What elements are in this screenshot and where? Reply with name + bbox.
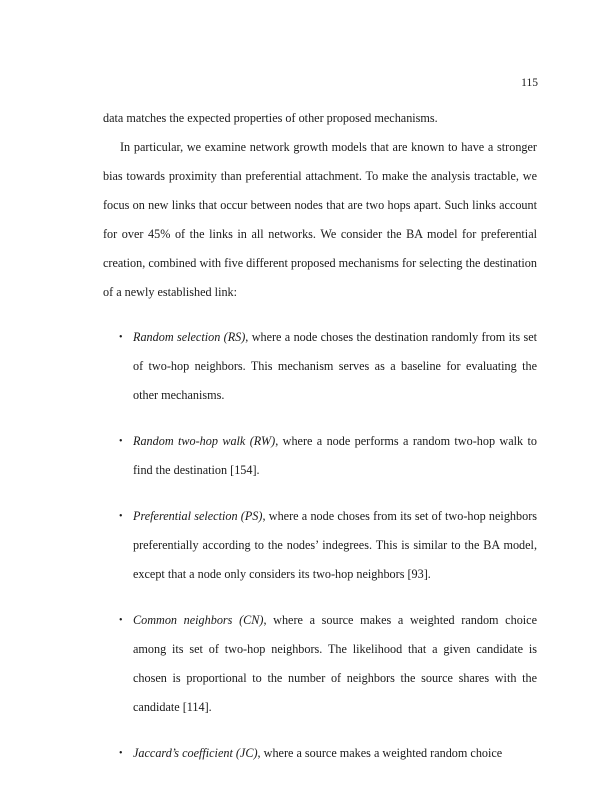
list-item-random-selection: [103, 323, 537, 410]
page-body: [103, 104, 537, 785]
mechanism-term: Random selection (RS): [133, 330, 246, 344]
mechanism-description: , where a source makes a weighted random choice: [257, 746, 503, 760]
page-number: 115: [521, 77, 538, 89]
mechanism-list: [103, 323, 537, 768]
bullet-icon: •: [119, 436, 123, 447]
mechanism-term: Common neighbors (CN): [133, 613, 264, 627]
paragraph-continuation: data matches the expected properties of other proposed mechanisms.: [103, 111, 438, 125]
bullet-icon: •: [119, 511, 123, 522]
paragraph-network-growth: In particular, we examine network growth models that are known to have a stronger bias towards proximity than preferential attachment. To make the analysis tractable, we focus on new links that occur between nodes that are two hops apart. Such links account for over 45% of the links in all networks. We consider the BA model for preferential creation, combined with five different proposed mechanisms for selecting the destination of a newly established link:: [103, 140, 537, 299]
mechanism-description: , where a node choses the destination randomly from its set of two-hop neighbors. This mechanism serves as a baseline for evaluating the other mechanisms.: [133, 330, 537, 402]
mechanism-description: , where a node performs a random two-hop walk to find the destination [154].: [133, 434, 537, 477]
list-item-random-walk: [103, 427, 537, 485]
mechanism-description: , where a node choses from its set of two-hop neighbors preferentially according to the nodes’ indegrees. This is similar to the BA model, except that a node only considers its two-hop neighbors [93].: [133, 509, 537, 581]
bullet-icon: •: [119, 332, 123, 343]
mechanism-term: Random two-hop walk (RW): [133, 434, 276, 448]
mechanism-term: Jaccard’s coefficient (JC): [133, 746, 258, 760]
bullet-icon: •: [119, 615, 123, 626]
list-item-preferential-selection: [103, 502, 537, 589]
list-item-common-neighbors: [103, 606, 537, 722]
mechanism-term: Preferential selection (PS): [133, 509, 263, 523]
list-item-jaccard-coefficient: [103, 739, 537, 768]
mechanism-description: , where a source makes a weighted random choice among its set of two-hop neighbors. The likelihood that a given candidate is chosen is proportional to the number of neighbors the source shares with the candidate [114].: [133, 613, 537, 714]
bullet-icon: •: [119, 748, 123, 759]
